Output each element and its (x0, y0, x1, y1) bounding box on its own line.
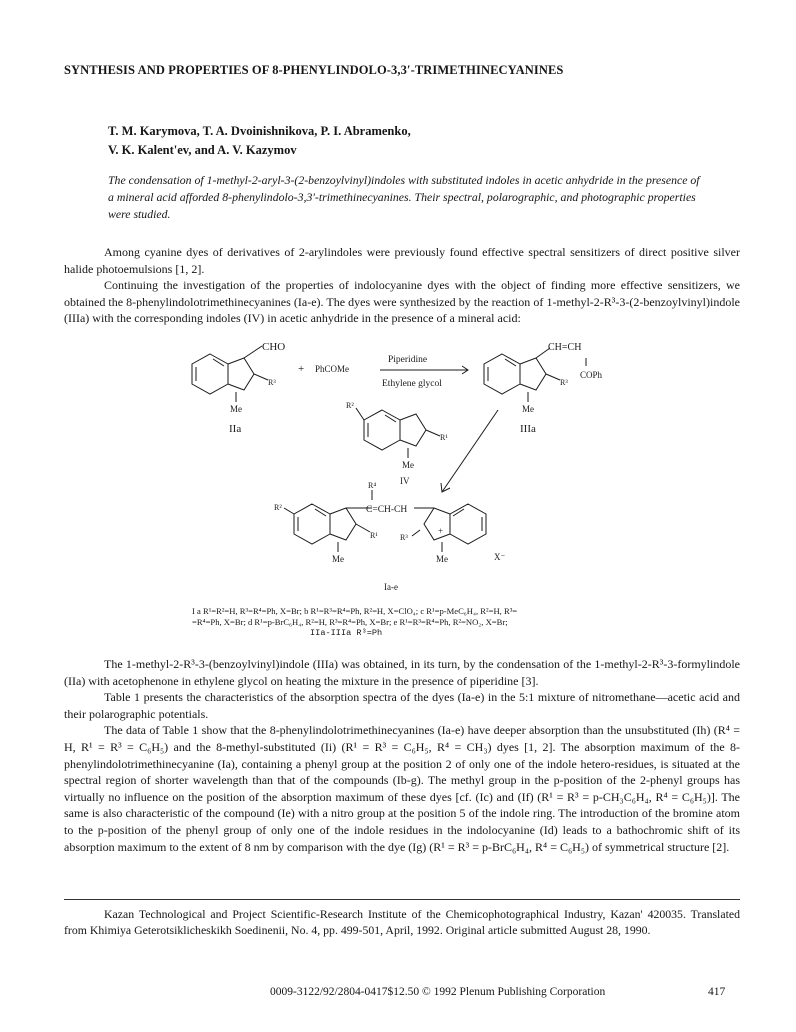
me-label: Me (332, 554, 344, 564)
paragraph: Table 1 presents the characteristics of the absorption spectra of the dyes (Ia-e) in the 5:1 mixture of nitromethane—acetic acid and their polarographic potentials. (64, 690, 740, 721)
paragraph: The data of Table 1 show that the 8-phenylindolotrimethinecyanines (Ia-e) have deeper absorption than the unsubstituted (Ih) (R⁴ = H, R¹ = R³ = C₆H₅) and the 8-methyl-substituted (Ii) (R¹ = R³ = C₆H₅, R⁴ = CH₃) dyes [1, 2]. The absorption maximum of the 8-phenylindolotrimethinecyanine (Ia), containing a phenyl group at the position 2 of only one of the indole hetero-residues, is situated at the spectral region of shorter wavelength than that of the compounds (Ib-g). The methyl group in the p-position of the 2-phenyl groups has virtually no influence on the position of the absorption maximum of these dyes [cf. (Ic) and (If) (R¹ = R³ = p-CH₃C₆H₄, R⁴ = C₆H₅)]. The same is also characteristic of the compound (Ie) with a nitro group at the position 5 of the indole ring. The introduction of the bromine atom to the p-position of the phenyl group of only one of the indole residues in the indolocyanine (Id) leads to a bathochromic shift of its absorption maximum to the extent of 8 nm by comparison with the dye (Ig) (R¹ = R³ = p-BrC₆H₄, R⁴ = C₆H₅) of symmetrical structure [2]. (64, 723, 740, 854)
affiliation-footnote: Kazan Technological and Project Scientific-Research Institute of the Chemicophotographical Industry, Kazan' 420035. Translated from Khimiya Geterotsiklicheskikh Soedinenii, No. 4, pp. 499-501, April, 1992. Original article submitted August 28, 1990. (64, 907, 740, 938)
benzene-ring-iv (364, 410, 400, 450)
positive-charge: + (438, 526, 444, 536)
chain-label: C=CH-CH (366, 505, 408, 515)
paragraph: Among cyanine dyes of derivatives of 2-arylindoles were previously found effective spectral sensitizers of direct positive silver halide photoemulsions [1, 2]. (64, 245, 740, 276)
pyrrole-ring-right (424, 508, 450, 540)
benzene-ring-iia (192, 354, 228, 394)
legend-line-3: IIa-IIIa R³=Ph (310, 628, 383, 638)
authors-line-2: V. K. Kalent'ev, and A. V. Kazymov (108, 143, 297, 157)
r2-label: R² (274, 503, 282, 512)
page-number: 417 (708, 986, 726, 998)
author-list (108, 122, 628, 160)
piperidine-label: Piperidine (388, 355, 428, 365)
benzene-ring-right (450, 504, 486, 544)
counterion-label: X⁻ (494, 552, 506, 562)
compound-ia-e-label: Ia-e (384, 582, 398, 592)
me-label: Me (402, 460, 414, 470)
pyrrole-ring-iv (400, 414, 426, 446)
substituent-legend (192, 606, 712, 639)
benzene-ring-iiia (484, 354, 520, 394)
r3-label: R³ (560, 378, 568, 387)
plus-sign: + (298, 363, 305, 375)
benzene-ring-left (294, 504, 330, 544)
reaction-scheme (150, 340, 670, 612)
authors-line-1: T. M. Karymova, T. A. Dvoinishnikova, P. I. Abramenko, (108, 124, 411, 138)
intro-text (64, 244, 740, 327)
article-title: SYNTHESIS AND PROPERTIES OF 8-PHENYLINDOLO-3,3′-TRIMETHINECYANINES (64, 63, 564, 77)
r3-label: R³ (268, 378, 276, 387)
pyrrole-ring-iiia (520, 358, 546, 390)
phcome-label: PhCOMe (315, 364, 350, 374)
me-label: Me (522, 404, 534, 414)
compound-iv-label: IV (400, 476, 410, 486)
paragraph: The 1-methyl-2-R³-3-(benzoylvinyl)indole (IIIa) was obtained, in its turn, by the condensation of the 1-methyl-2-R³-3-formylindole (IIa) with acetophenone in ethylene glycol on heating the mixture in the presence of piperidine [3]. (64, 657, 740, 688)
cho-label: CHO (262, 341, 286, 353)
footnote-divider (64, 899, 740, 900)
r3-label: R³ (400, 533, 408, 542)
publication-info: 0009-3122/92/2804-0417$12.50 © 1992 Plenum Publishing Corporation (270, 986, 606, 998)
pyrrole-ring-left (330, 508, 356, 540)
legend-line-2: =R⁴=Ph, X=Br; d R¹=p-BrC₆H₄, R²=H, R³=R⁴=Ph, X=Br; e R¹=R³=R⁴=Ph, R²=NO₂, X=Br; (192, 617, 508, 627)
me-label: Me (436, 554, 448, 564)
pyrrole-ring-iia (228, 358, 254, 390)
r1-label: R¹ (370, 531, 378, 540)
paragraph: Continuing the investigation of the properties of indolocyanine dyes with the object of finding more effective sensitizers, we obtained the 8-phenylindolotrimethinecyanines (Ia-e). The dyes were synthesized by the reaction of 1-methyl-2-R³-3-(2-benzoylvinyl)indole (IIIa) with the corresponding indoles (IV) in acetic anhydride in the presence of a mineral acid: (64, 278, 740, 326)
r1-label: R¹ (440, 433, 448, 442)
ethylene-glycol-label: Ethylene glycol (382, 379, 442, 389)
discussion-text (64, 656, 740, 855)
coph-label: COPh (580, 370, 603, 380)
chch-label: CH=CH (548, 342, 582, 353)
compound-iia-label: IIa (229, 423, 242, 435)
legend-line-1: I a R¹=R²=H, R³=R⁴=Ph, X=Br; b R¹=R³=R⁴=Ph, R²=H, X=ClO₄; c R¹=p-MeC₆H₄, R²=H, R³= (192, 606, 518, 616)
r2-label: R² (346, 401, 354, 410)
me-label: Me (230, 404, 242, 414)
r4-label: R⁴ (368, 481, 377, 490)
compound-iiia-label: IIIa (520, 423, 536, 435)
abstract: The condensation of 1-methyl-2-aryl-3-(2-benzoylvinyl)indoles with substituted indoles in acetic anhydride in the presence of a mineral acid afforded 8-phenylindolo-3,3′-trimethinecyanines. Their spectral, polarographic, and photographic properties were studied. (108, 173, 700, 221)
